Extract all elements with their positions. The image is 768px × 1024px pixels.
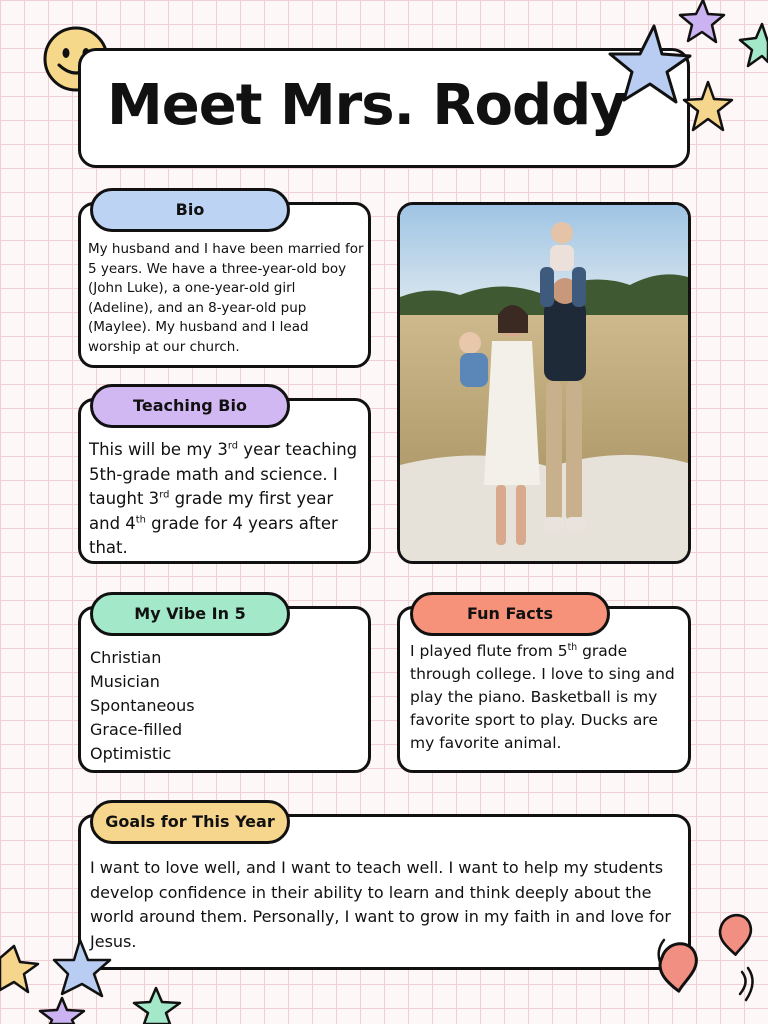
vibe-item: Christian — [90, 648, 162, 667]
star-icon — [50, 938, 114, 998]
fun-facts-text: I played flute from 5th grade through college. I love to sing and play the piano. Basketball is my favorite sport to play. Ducks are my favorite animal. — [410, 641, 675, 752]
vibe-item: Optimistic — [90, 744, 172, 763]
page-title: Meet Mrs. Roddy — [107, 73, 626, 138]
star-icon — [0, 944, 40, 996]
star-icon — [677, 0, 727, 44]
heart-icon — [650, 910, 762, 1010]
star-icon — [130, 986, 184, 1024]
vibe-label: My Vibe In 5 — [90, 592, 290, 636]
vibe-item: Musician — [90, 672, 160, 691]
family-photo — [397, 202, 691, 564]
goals-label: Goals for This Year — [90, 800, 290, 844]
family-photo-illustration — [400, 205, 688, 561]
vibe-item: Spontaneous — [90, 696, 195, 715]
vibe-item: Grace-filled — [90, 720, 183, 739]
goals-text: I want to love well, and I want to teach well. I want to help my students develop confidence in their ability to learn and think deeply about the world around them. Personally, I want to grow in my faith in and love for Jesus. — [90, 858, 671, 951]
teaching-bio-label: Teaching Bio — [90, 384, 290, 428]
star-icon — [738, 22, 768, 76]
title-card — [78, 48, 690, 168]
bio-label: Bio — [90, 188, 290, 232]
bio-text: My husband and I have been married for 5 years. We have a three-year-old boy (John Luke), a one-year-old girl (Adeline), and an 8-year-old pup (Maylee). My husband and I lead worship at our church. — [88, 241, 364, 355]
star-icon — [680, 80, 736, 134]
star-icon — [38, 996, 86, 1024]
teaching-bio-text: This will be my 3rd year teaching 5th-grade math and science. I taught 3rd grade my first year and 4th grade for 4 years after that. — [89, 440, 358, 557]
fun-facts-label: Fun Facts — [410, 592, 610, 636]
vibe-list — [90, 646, 360, 766]
